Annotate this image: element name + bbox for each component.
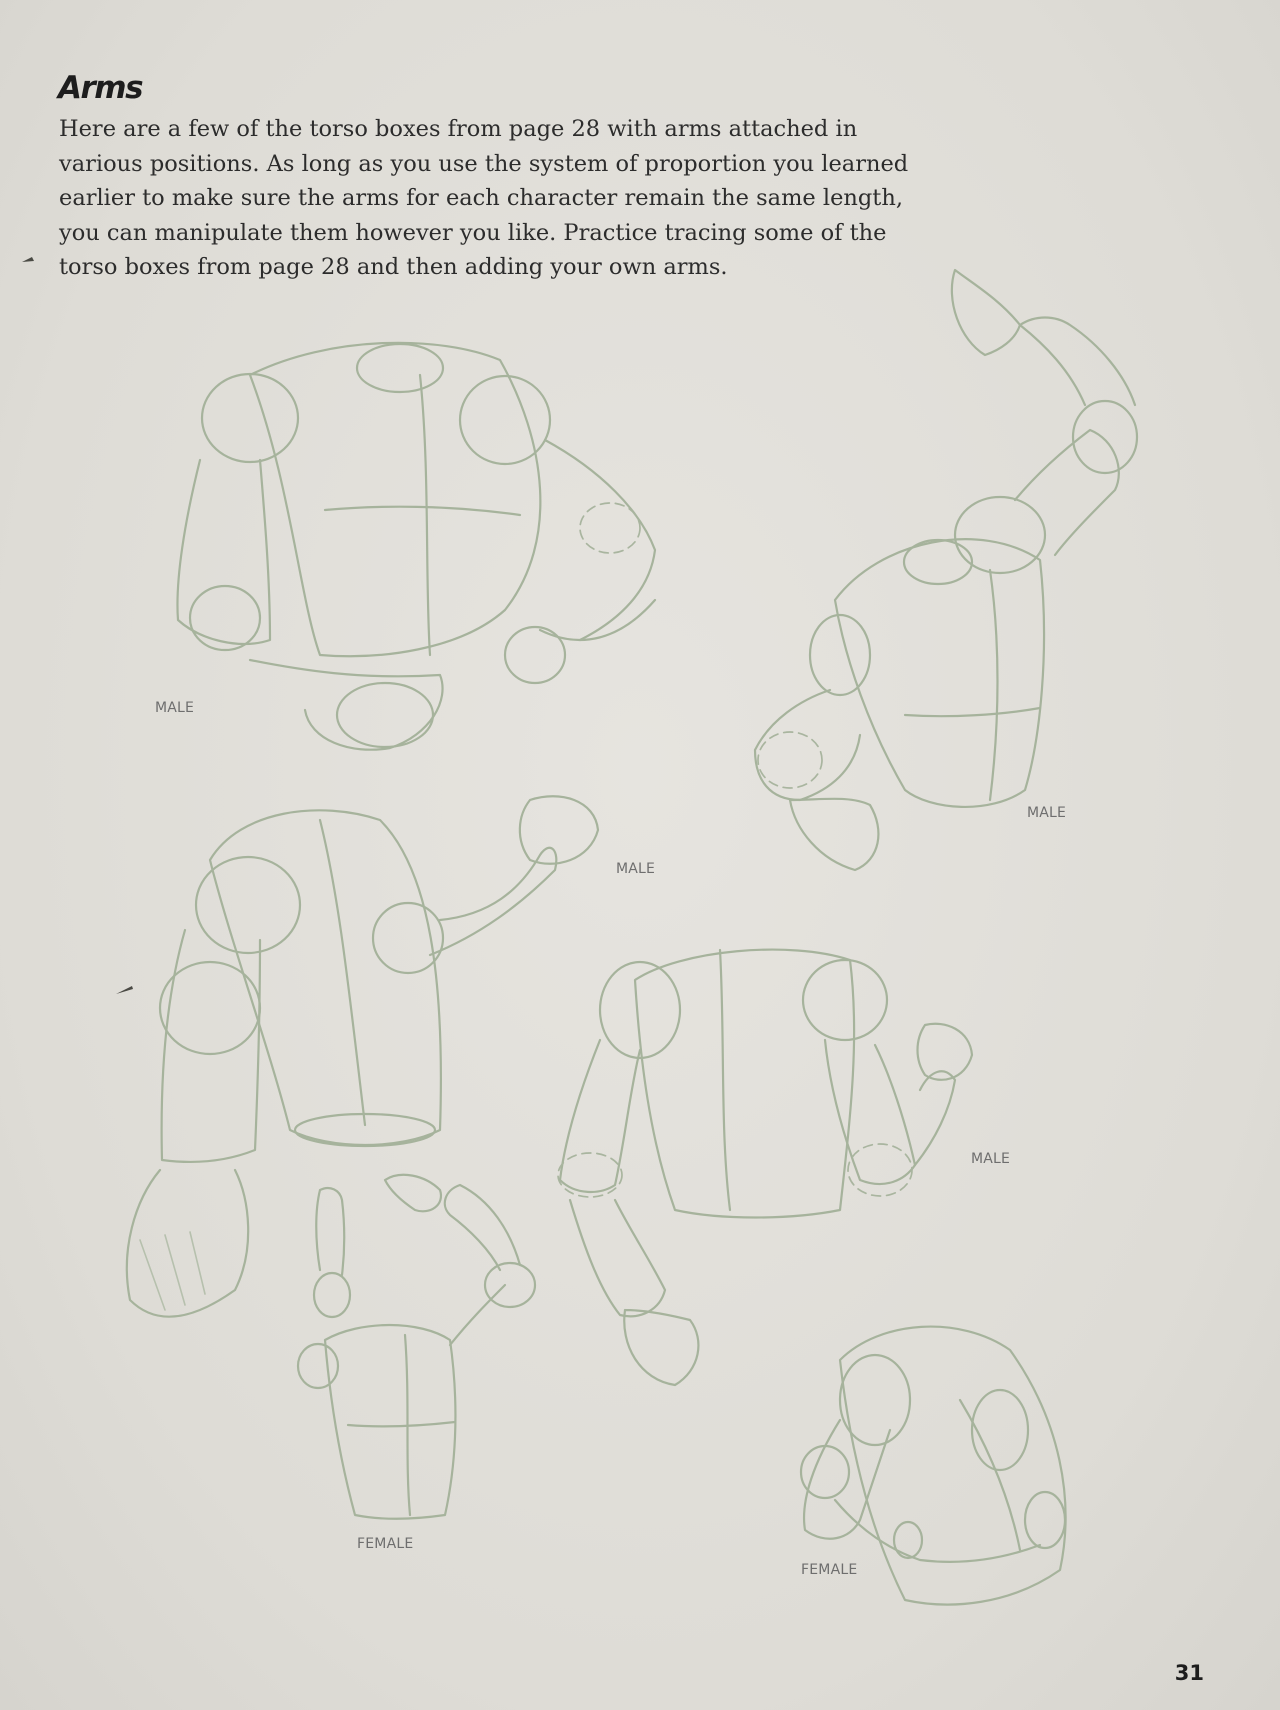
sketch-male-arms-hanging — [558, 950, 972, 1385]
figure-label: FEMALE — [357, 1536, 414, 1552]
sketch-male-arm-raised — [755, 270, 1137, 870]
sketch-female-arm-raised — [298, 1175, 535, 1519]
sketch-male-arms-folded — [177, 343, 655, 750]
figure-label: FEMALE — [801, 1562, 858, 1578]
page-number: 31 — [1174, 1661, 1204, 1685]
page-title: Arms — [58, 70, 143, 106]
figure-label: MALE — [616, 861, 656, 877]
figure-label: MALE — [1027, 805, 1067, 821]
intro-paragraph: Here are a few of the torso boxes from page 28 with arms attached in various positions. As long as you use the system of proportion you learned earlier to make sure the arms for each character remain the same length, you can manipulate them however you like. Practice tracing some of the torso boxes from page 28 and then adding your own arms. — [59, 116, 909, 280]
figure-label: MALE — [971, 1151, 1011, 1167]
sketch-male-arm-flexed — [127, 796, 598, 1316]
figure-label: MALE — [155, 700, 195, 716]
